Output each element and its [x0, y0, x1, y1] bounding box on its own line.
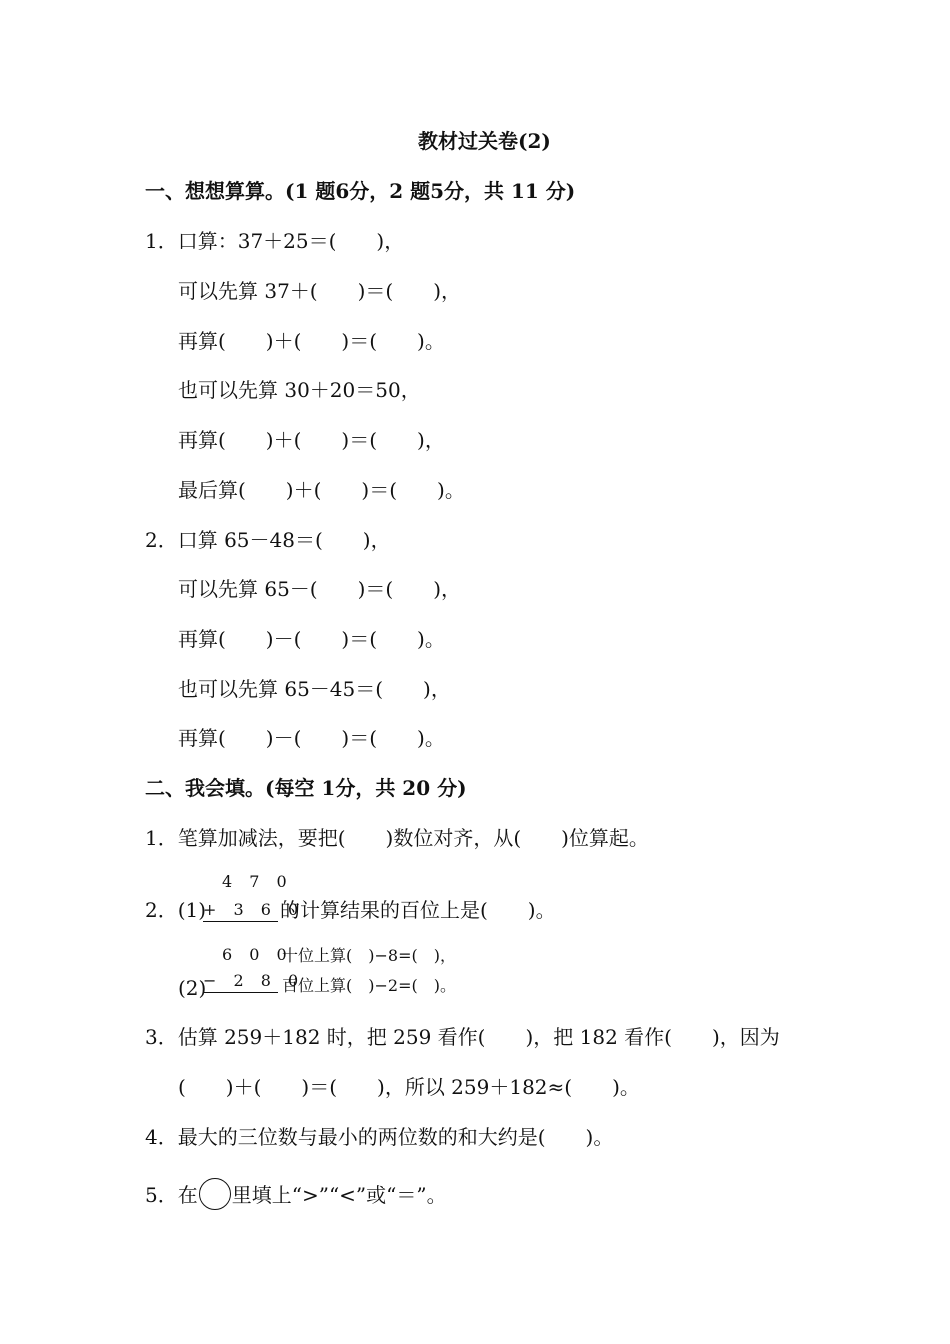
question-1-2-line-3: 再算( )－( )＝( )。: [178, 627, 445, 651]
question-2-3-line-1: 3．估算 259＋182 时，把 259 看作( )，把 182 看作( )，因为: [145, 1025, 780, 1049]
question-1-2-line-5: 再算( )－( )＝( )。: [178, 726, 445, 750]
question-1-1-line-1: 1．口算：37＋25＝( )，: [145, 229, 405, 253]
question-1-1-line-6: 最后算( )＋( )＝( )。: [178, 478, 465, 502]
question-1-1-line-4: 也可以先算 30＋20＝50，: [178, 378, 421, 402]
question-1-1-line-5: 再算( )＋( )＝( )，: [178, 428, 445, 452]
question-1-1-line-2: 可以先算 37＋( )＝( )，: [178, 279, 462, 303]
question-2-1: 1．笔算加减法，要把( )数位对齐，从( )位算起。: [145, 826, 649, 850]
question-1-2-line-4: 也可以先算 65－45＝( )，: [178, 677, 451, 701]
question-2-5: [145, 1178, 447, 1210]
vertical-subtraction-bottom: − 2 8 0: [203, 971, 278, 993]
question-2-2b-note-2: 百位上算( )−2=( )。: [282, 976, 456, 995]
question-2-2a-prefix: 2．(1): [145, 898, 207, 922]
question-2-3-line-2: ( )＋( )＝( )，所以 259＋182≈( )。: [178, 1075, 640, 1099]
question-2-5-suffix: 里填上“>”“<”或“＝”。: [231, 1183, 447, 1207]
question-2-2b-note-1: 十位上算( )−8=( )，: [282, 946, 456, 965]
question-1-2-line-2: 可以先算 65－( )＝( )，: [178, 577, 462, 601]
question-1-1-line-3: 再算( )＋( )＝( )。: [178, 329, 445, 353]
vertical-addition-top: 4 7 0: [222, 872, 293, 891]
question-2-5-prefix: 5．在: [145, 1183, 198, 1207]
question-1-2-line-1: 2．口算 65－48＝( )，: [145, 528, 391, 552]
question-2-2a-suffix: 的计算结果的百位上是( )。: [280, 898, 556, 922]
question-2-4: 4．最大的三位数与最小的两位数的和大约是( )。: [145, 1125, 614, 1149]
vertical-addition-bottom: + 3 6 0: [203, 900, 278, 922]
section-1-heading: 一、想想算算。(1 题6分，2 题5分，共 11 分): [145, 179, 576, 203]
section-2-heading: 二、我会填。(每空 1分，共 20 分): [145, 776, 467, 800]
question-2-2b-prefix: (2): [178, 976, 207, 1000]
comparison-circle-icon: [199, 1178, 231, 1210]
page-title: 教材过关卷(2): [418, 129, 551, 153]
vertical-subtraction-top: 6 0 0: [222, 945, 293, 964]
